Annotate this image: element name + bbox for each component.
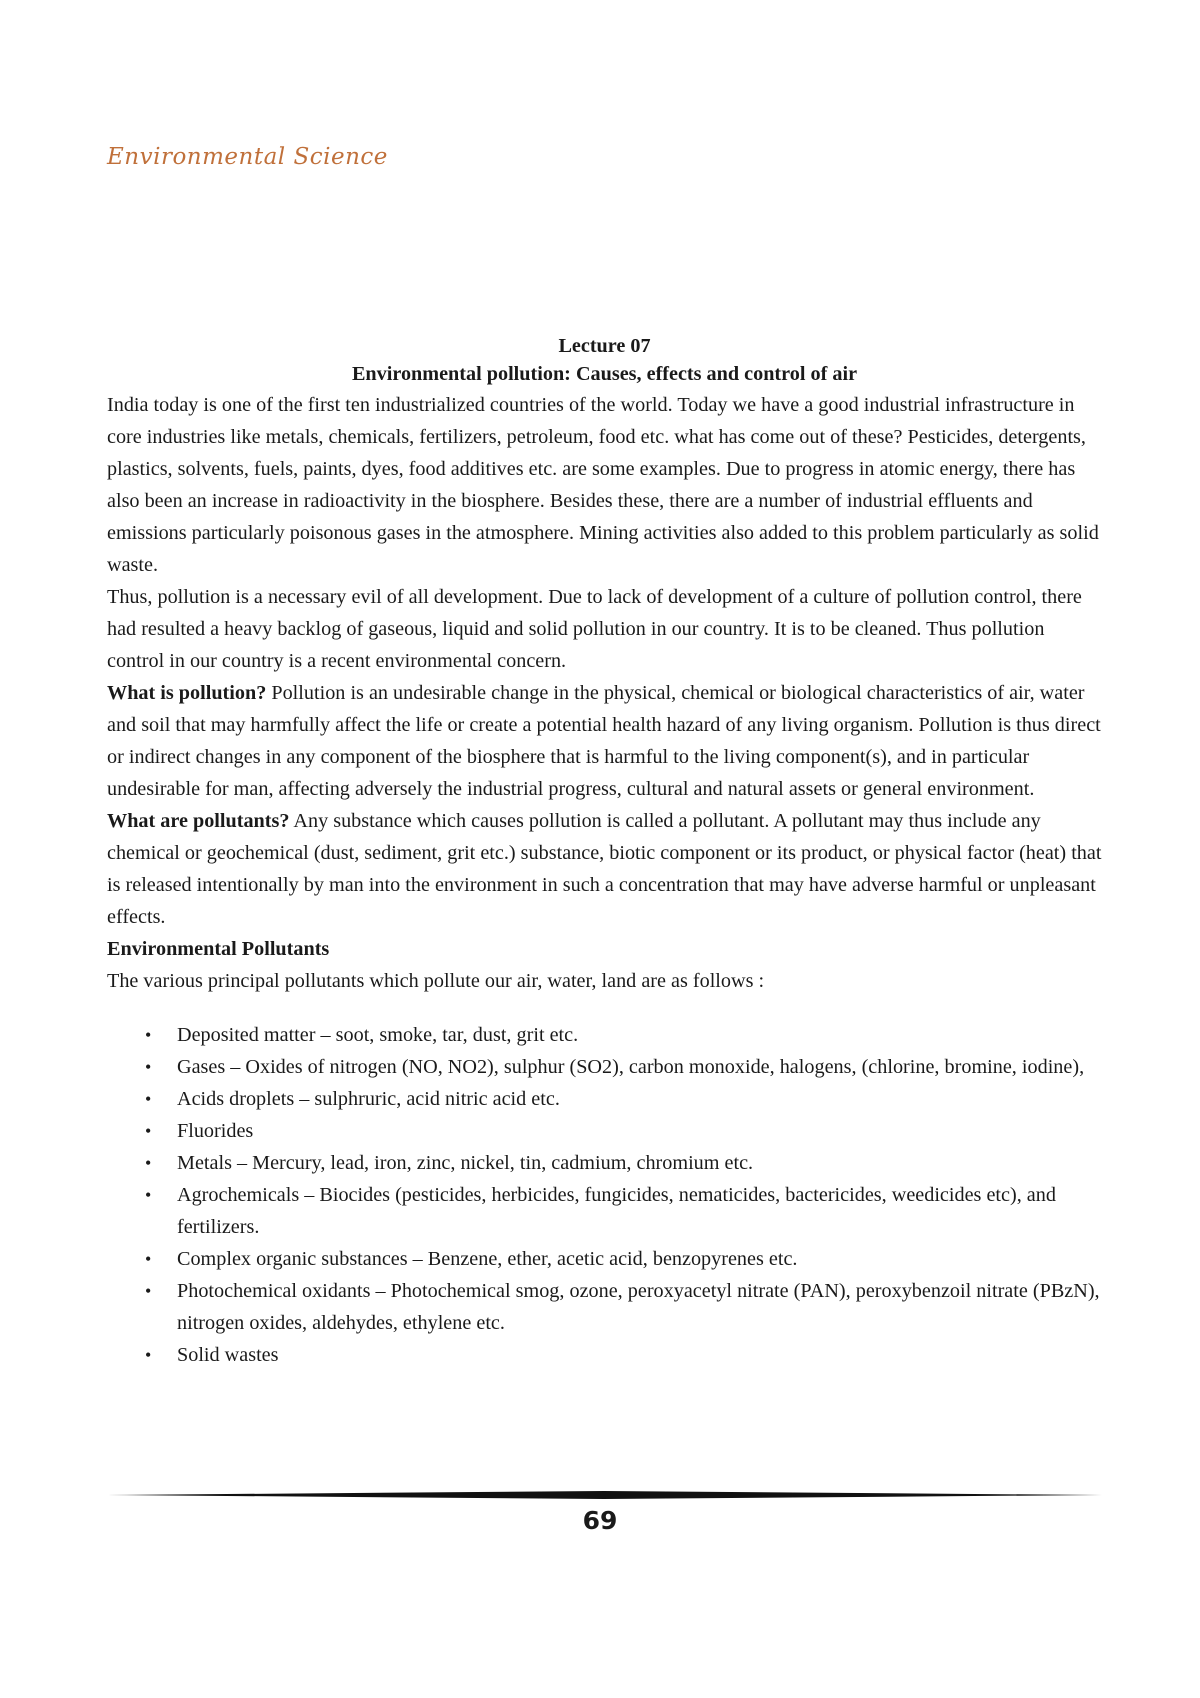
list-item (145, 1243, 1102, 1275)
list-item (145, 1339, 1102, 1371)
list-item-text: Metals – Mercury, lead, iron, zinc, nickel, tin, cadmium, chromium etc. (177, 1152, 754, 1174)
page-number: 69 (582, 1506, 618, 1535)
list-item-text: Acids droplets – sulphruric, acid nitric acid etc. (177, 1088, 560, 1110)
lecture-title: Environmental pollution: Causes, effects and control of air (351, 363, 858, 385)
bullet-icon: • (145, 1281, 152, 1301)
bullet-icon: • (145, 1089, 152, 1109)
list-item (145, 1179, 1102, 1243)
list-item-text: Complex organic substances – Benzene, ether, acetic acid, benzopyrenes etc. (177, 1248, 798, 1270)
list-item-text: Agrochemicals – Biocides (pesticides, herbicides, fungicides, nematicides, bactericides, weedicides etc), and fertilizers. (177, 1184, 1056, 1238)
bullet-icon: • (145, 1121, 152, 1141)
list-item (145, 1115, 1102, 1147)
what-are-pollutants-text: Any substance which causes pollution is called a pollutant. A pollutant may thus include any chemical or geochemical (dust, sediment, grit etc.) substance, biotic component or its product, or physical factor (heat) that is released intentionally by man into the environment in such a concentration that may have adverse harmful or unpleasant effects. (107, 810, 1102, 928)
bullet-icon: • (145, 1153, 152, 1173)
intro-paragraph: India today is one of the first ten industrialized countries of the world. Today we have a good industrial infrastructure in core industries like metals, chemicals, fertilizers, petroleum, food etc. what has come out of these? Pesticides, detergents, plastics, solvents, fuels, paints, dyes, food additives etc. are some examples. Due to progress in atomic energy, there has also been an increase in radioactivity in the biosphere. Besides these, there are a number of industrial effluents and emissions particularly poisonous gases in the atmosphere. Mining activities also added to this problem particularly as solid waste. (107, 394, 1099, 576)
list-item (145, 1051, 1102, 1083)
footer-divider (107, 1491, 1102, 1499)
running-header: Environmental Science (107, 144, 388, 170)
lecture-number: Lecture 07 (558, 335, 651, 357)
what-are-pollutants-label: What are pollutants? (107, 810, 290, 832)
necessary-evil-paragraph: Thus, pollution is a necessary evil of all development. Due to lack of development of a culture of pollution control, there had resulted a heavy backlog of gaseous, liquid and solid pollution in our country. It is to be cleaned. Thus pollution control in our country is a recent environmental concern. (107, 586, 1082, 672)
list-item (145, 1147, 1102, 1179)
bullet-icon: • (145, 1249, 152, 1269)
list-intro: The various principal pollutants which pollute our air, water, land are as follows : (107, 970, 765, 992)
env-pollutants-heading: Environmental Pollutants (107, 938, 330, 960)
list-item (145, 1275, 1102, 1339)
list-item-text: Photochemical oxidants – Photochemical smog, ozone, peroxyacetyl nitrate (PAN), peroxybenzoil nitrate (PBzN), nitrogen oxides, aldehydes, ethylene etc. (177, 1280, 1100, 1334)
pollutant-list (107, 1019, 1102, 1371)
list-item-text: Gases – Oxides of nitrogen (NO, NO2), sulphur (SO2), carbon monoxide, halogens, (chlorine, bromine, iodine), (177, 1056, 1085, 1078)
what-is-pollution-paragraph (107, 677, 1102, 805)
bullet-icon: • (145, 1345, 152, 1365)
what-are-pollutants-paragraph (107, 805, 1102, 933)
page-content (107, 332, 1102, 1371)
list-item (145, 1019, 1102, 1051)
what-is-pollution-text: Pollution is an undesirable change in the physical, chemical or biological characteristics of air, water and soil that may harmfully affect the life or create a potential health hazard of any living organism. Pollution is thus direct or indirect changes in any component of the biosphere that is harmful to the living component(s), and in particular undesirable for man, affecting adversely the industrial progress, cultural and natural assets or general environment. (107, 682, 1101, 800)
list-item-text: Solid wastes (177, 1344, 279, 1366)
list-item-text: Fluorides (177, 1120, 254, 1142)
bullet-icon: • (145, 1025, 152, 1045)
bullet-icon: • (145, 1057, 152, 1077)
bullet-icon: • (145, 1185, 152, 1205)
list-item (145, 1083, 1102, 1115)
what-is-pollution-label: What is pollution? (107, 682, 267, 704)
list-item-text: Deposited matter – soot, smoke, tar, dust, grit etc. (177, 1024, 579, 1046)
